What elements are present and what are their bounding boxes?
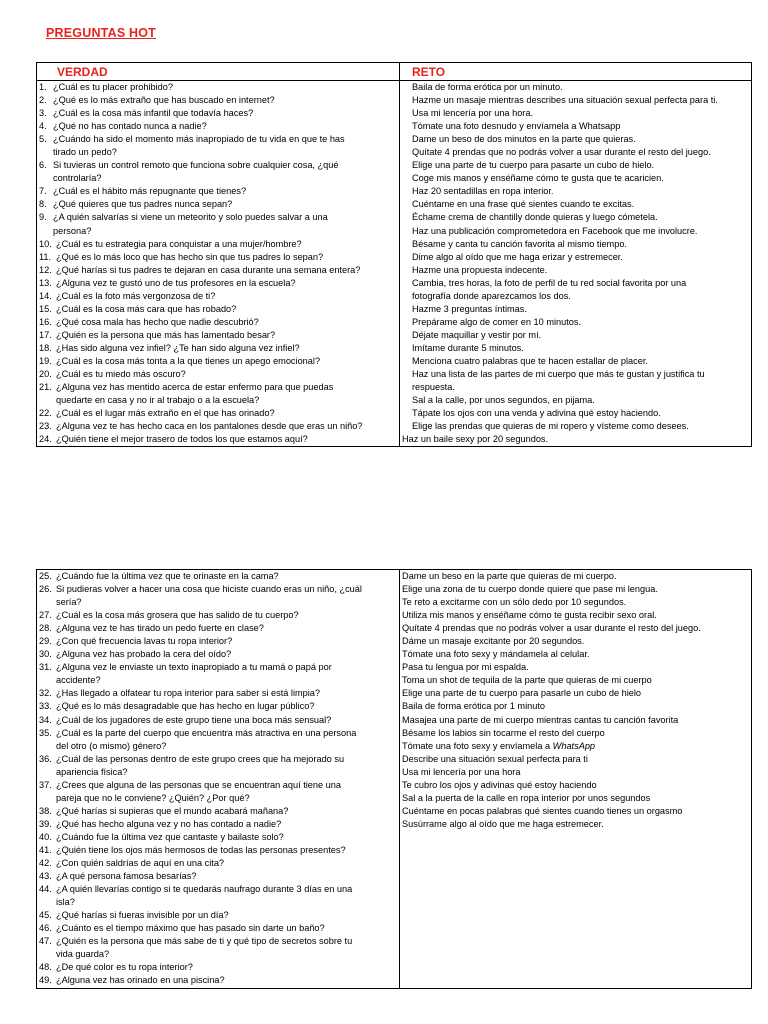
verdad-question: ¿Alguna vez has orinado en una piscina? — [56, 975, 225, 986]
verdad-item — [37, 974, 399, 987]
verdad-item — [37, 622, 399, 635]
verdad-item — [37, 290, 399, 303]
item-number: 26. — [39, 584, 52, 595]
item-number: 20. — [39, 369, 52, 380]
verdad-question: ¿Cuál de los jugadores de este grupo tiene una boca más sensual? — [56, 714, 332, 725]
item-number: 44. — [39, 884, 52, 895]
item-number: 6. — [39, 160, 47, 171]
verdad-question: Si pudieras volver a hacer una cosa que hiciste cuando eras un niño, ¿cuál sería? — [56, 584, 362, 608]
reto-item: Baila de forma erótica por 1 minuto — [402, 701, 545, 712]
item-number: 23. — [39, 421, 52, 432]
verdad-item — [37, 805, 399, 818]
reto-item: Dáme un masaje excitante por 20 segundos. — [402, 636, 585, 647]
verdad-question: ¿Qué harías si supieras que el mundo acabará mañana? — [56, 805, 289, 816]
verdad-question: ¿Cuál es tu placer prohibido? — [53, 82, 174, 92]
verdad-column — [37, 81, 400, 447]
item-number: 13. — [39, 277, 52, 288]
verdad-question: ¿Quién tiene los ojos más hermosos de todas las personas presentes? — [56, 844, 346, 855]
item-number: 49. — [39, 975, 52, 986]
verdad-item — [37, 316, 399, 329]
verdad-item — [37, 329, 399, 342]
reto-item: Tómate una foto desnudo y envíamela a Whatsapp — [412, 121, 621, 132]
verdad-question: ¿Qué es lo más desagradable que has hecho en lugar público? — [56, 701, 315, 712]
verdad-question: ¿Alguna vez te has tirado un pedo fuerte en clase? — [56, 623, 264, 634]
reto-item: Baila de forma erótica por un minuto. — [412, 82, 563, 92]
verdad-item — [37, 844, 399, 857]
verdad-question: ¿Alguna vez le enviaste un texto inapropiado a tu mamá o papá por accidente? — [56, 662, 332, 686]
verdad-item — [37, 883, 399, 909]
verdad-question: ¿Cuál es tu estrategia para conquistar a una mujer/hombre? — [56, 238, 302, 249]
verdad-item — [37, 779, 399, 805]
page-title: PREGUNTAS HOT — [46, 26, 157, 40]
verdad-item — [37, 727, 399, 753]
verdad-item — [37, 661, 399, 687]
reto-item: Échame crema de chantilly donde quieras y luego cómetela. — [412, 212, 658, 223]
verdad-item — [37, 81, 399, 94]
reto-column — [400, 81, 752, 447]
verdad-question: ¿Cuál es la cosa más cara que has robado? — [56, 303, 237, 314]
verdad-question: ¿Qué cosa mala has hecho que nadie descubrió? — [56, 316, 259, 327]
verdad-item — [37, 909, 399, 922]
verdad-question: ¿Cuál es la foto más vergonzosa de ti? — [56, 290, 216, 301]
verdad-question: ¿Quién es la persona que más has lamentado besar? — [56, 329, 276, 340]
reto-item: Imítame durante 5 minutos. — [412, 342, 524, 353]
reto-item: Sal a la puerta de la calle en ropa interior por unos segundos — [402, 792, 651, 803]
item-number: 27. — [39, 610, 52, 621]
item-number: 25. — [39, 571, 52, 581]
verdad-item — [37, 368, 399, 381]
verdad-item — [37, 961, 399, 974]
truth-dare-table-1 — [36, 62, 752, 447]
verdad-item — [37, 407, 399, 420]
whatsapp-word: WhatsApp — [552, 740, 596, 751]
verdad-item — [37, 857, 399, 870]
reto-header: RETO — [400, 63, 752, 81]
verdad-header: VERDAD — [37, 63, 400, 81]
verdad-item — [37, 922, 399, 935]
verdad-question: ¿Cuál es tu miedo más oscuro? — [56, 369, 186, 380]
verdad-question: ¿Qué has hecho alguna vez y no has contado a nadie? — [56, 818, 282, 829]
reto-item: Te reto a excitarme con un sólo dedo por 10 segundos. — [402, 597, 627, 608]
item-number: 7. — [39, 186, 47, 197]
verdad-item — [37, 935, 399, 961]
item-number: 15. — [39, 303, 52, 314]
verdad-question: ¿Cuál es la cosa más grosera que has salido de tu cuerpo? — [56, 610, 299, 621]
item-number: 21. — [39, 382, 52, 393]
verdad-question: ¿Cuál de las personas dentro de este grupo crees que ha mejorado su apariencia física? — [56, 753, 345, 777]
verdad-question: ¿Qué es lo más loco que has hecho sin que tus padres lo sepan? — [56, 251, 324, 262]
verdad-question: ¿Cuál es el lugar más extraño en el que has orinado? — [56, 408, 275, 419]
reto-item: Quítate 4 prendas que no podrás volver a usar durante el resto del juego. — [412, 147, 711, 158]
reto-item: Tómate una foto sexy y mándamela al celular. — [402, 649, 590, 660]
verdad-question: ¿Quién tiene el mejor trasero de todos los que estamos aquí? — [56, 434, 308, 445]
verdad-item — [37, 420, 399, 433]
verdad-question: ¿Cuándo fue la última vez que te orinaste en la cama? — [56, 571, 279, 581]
verdad-item — [37, 831, 399, 844]
item-number: 29. — [39, 636, 52, 647]
item-number: 43. — [39, 871, 52, 882]
reto-item: Haz 20 sentadillas en ropa interior. — [412, 186, 554, 197]
reto-item: Sal a la calle, por unos segundos, en pijama. — [412, 395, 595, 406]
reto-item: Dime algo al oído que me haga erizar y estremecer. — [412, 251, 623, 262]
item-number: 22. — [39, 408, 52, 419]
verdad-item — [37, 583, 399, 609]
item-number: 1. — [39, 82, 47, 92]
reto-item: Dame un beso en la parte que quieras de mi cuerpo. — [402, 571, 617, 581]
verdad-item — [37, 870, 399, 883]
verdad-question: ¿Cuándo fue la última vez que cantaste y bailaste solo? — [56, 831, 284, 842]
verdad-item — [37, 433, 399, 446]
reto-item: Haz un baile sexy por 20 segundos. — [402, 434, 549, 445]
verdad-item — [37, 355, 399, 368]
verdad-question: ¿Alguna vez has mentido acerca de estar enfermo para que puedas quedarte en casa y no ir al trabajo o a la escuela? — [56, 382, 334, 406]
reto-item: Cuéntame en pocas palabras qué sientes cuando tienes un orgasmo — [402, 805, 683, 816]
reto-item: Hazme 3 preguntas íntimas. — [412, 303, 527, 314]
verdad-item — [37, 700, 399, 713]
reto-item: Quítate 4 prendas que no podrás volver a usar durante el resto del juego. — [402, 623, 701, 634]
item-number: 24. — [39, 434, 52, 445]
verdad-item — [37, 264, 399, 277]
verdad-item — [37, 159, 399, 185]
item-number: 18. — [39, 342, 52, 353]
reto-item: Utiliza mis manos y enséñame cómo te gusta recibir sexo oral. — [402, 610, 657, 621]
item-number: 36. — [39, 753, 52, 764]
verdad-item — [37, 818, 399, 831]
verdad-item — [37, 609, 399, 622]
item-number: 39. — [39, 818, 52, 829]
verdad-question: ¿Cuál es la parte del cuerpo que encuentra más atractiva en una persona del otro (o mismo) género? — [56, 727, 357, 751]
verdad-question: ¿Qué no has contado nunca a nadie? — [53, 121, 207, 132]
reto-item: Hazme un masaje mientras describes una situación sexual perfecta para ti. — [412, 95, 718, 106]
reto-item: Cambia, tres horas, la foto de perfil de tu red social favorita por una fotografía donde aparezcamos los dos. — [412, 277, 687, 301]
item-number: 19. — [39, 355, 52, 366]
verdad-item — [37, 107, 399, 120]
reto-item: Coge mis manos y enséñame cómo te gusta que te acaricien. — [412, 173, 664, 184]
reto-item: Elige las prendas que quieras de mi ropero y vísteme como desees. — [412, 421, 689, 432]
verdad-item — [37, 277, 399, 290]
verdad-question: ¿Qué harías si fueras invisible por un día? — [56, 910, 229, 921]
verdad-question: ¿Has sido alguna vez infiel? ¿Te han sido alguna vez infiel? — [56, 342, 300, 353]
reto-item: Déjate maquillar y vestir por mí. — [412, 329, 542, 340]
verdad-question: ¿Con qué frecuencia lavas tu ropa interior? — [56, 636, 233, 647]
verdad-item — [37, 303, 399, 316]
reto-item: Haz una lista de las partes de mi cuerpo que más te gustan y justifica tu respuesta. — [412, 369, 705, 393]
verdad-item — [37, 381, 399, 407]
verdad-item — [37, 185, 399, 198]
reto-item: Hazme una propuesta indecente. — [412, 264, 548, 275]
verdad-item — [37, 198, 399, 211]
verdad-question: ¿Has llegado a olfatear tu ropa interior para saber si está limpia? — [56, 688, 321, 699]
verdad-question: ¿Alguna vez te has hecho caca en los pantalones desde que eras un niño? — [56, 421, 363, 432]
item-number: 48. — [39, 962, 52, 973]
verdad-item — [37, 251, 399, 264]
verdad-item — [37, 714, 399, 727]
verdad-item — [37, 687, 399, 700]
reto-column — [400, 570, 752, 989]
verdad-question: ¿Cuándo ha sido el momento más inapropiado de tu vida en que te has tirado un pedo? — [53, 134, 345, 158]
reto-item: Bésame y canta tu canción favorita al mismo tiempo. — [412, 238, 627, 249]
reto-item: Dame un beso de dos minutos en la parte que quieras. — [412, 134, 636, 145]
item-number: 11. — [39, 251, 52, 262]
reto-item: Elige una parte de tu cuerpo para pasarte un cubo de hielo. — [412, 160, 655, 171]
verdad-question: ¿Qué es lo más extraño que has buscado en internet? — [53, 95, 275, 106]
item-number: 33. — [39, 701, 52, 712]
verdad-question: ¿De qué color es tu ropa interior? — [56, 962, 193, 973]
item-number: 47. — [39, 936, 52, 947]
verdad-question: ¿Alguna vez has probado la cera del oído? — [56, 649, 232, 660]
item-number: 45. — [39, 910, 52, 921]
reto-item: Haz una publicación comprometedora en Facebook que me involucre. — [412, 225, 698, 236]
item-number: 4. — [39, 121, 47, 132]
reto-item: Elige una parte de tu cuerpo para pasarle un cubo de hielo — [402, 688, 642, 699]
item-number: 40. — [39, 831, 52, 842]
reto-item: Susúrrame algo al oído que me haga estremecer. — [402, 818, 604, 829]
reto-item: Te cubro los ojos y adivinas qué estoy haciendo — [402, 779, 597, 790]
reto-item: Describe una situación sexual perfecta para ti — [402, 753, 588, 764]
item-number: 42. — [39, 858, 52, 869]
verdad-item — [37, 570, 399, 583]
item-number: 31. — [39, 662, 52, 673]
reto-item: Tómate una foto sexy y envíamela a WhatsApp — [402, 740, 596, 751]
reto-item: Prepárame algo de comer en 10 minutos. — [412, 316, 582, 327]
verdad-question: Si tuvieras un control remoto que funciona sobre cualquier cosa, ¿qué controlaría? — [53, 160, 339, 184]
verdad-question: ¿Quién es la persona que más sabe de ti y qué tipo de secretos sobre tu vida guarda? — [56, 936, 353, 960]
truth-dare-table-2 — [36, 569, 752, 989]
verdad-item — [37, 342, 399, 355]
item-number: 28. — [39, 623, 52, 634]
item-number: 46. — [39, 923, 52, 934]
reto-item: Tápate los ojos con una venda y adivina qué estoy haciendo. — [412, 408, 661, 419]
item-number: 30. — [39, 649, 52, 660]
item-number: 5. — [39, 134, 47, 145]
item-number: 9. — [39, 212, 47, 223]
item-number: 16. — [39, 316, 52, 327]
reto-item: Pasa tu lengua por mi espalda. — [402, 662, 529, 673]
verdad-item — [37, 648, 399, 661]
item-number: 37. — [39, 779, 52, 790]
item-number: 12. — [39, 264, 52, 275]
reto-item: Masajea una parte de mi cuerpo mientras cantas tu canción favorita — [402, 714, 679, 725]
reto-item: Bésame los labios sin tocarme el resto del cuerpo — [402, 727, 605, 738]
verdad-item — [37, 238, 399, 251]
item-number: 3. — [39, 108, 47, 119]
item-number: 2. — [39, 95, 47, 106]
verdad-item — [37, 120, 399, 133]
item-number: 14. — [39, 290, 52, 301]
verdad-question: ¿Cuál es el hábito más repugnante que tienes? — [53, 186, 247, 197]
item-number: 41. — [39, 844, 52, 855]
verdad-item — [37, 94, 399, 107]
verdad-question: ¿A qué persona famosa besarías? — [56, 871, 197, 882]
verdad-question: ¿Con quién saldrías de aquí en una cita? — [56, 858, 225, 869]
verdad-question: ¿Qué harías si tus padres te dejaran en casa durante una semana entera? — [56, 264, 361, 275]
verdad-question: ¿A quién salvarías si viene un meteorito y solo puedes salvar a una persona? — [53, 212, 328, 236]
verdad-item — [37, 753, 399, 779]
verdad-item — [37, 635, 399, 648]
verdad-question: ¿Qué quieres que tus padres nunca sepan? — [53, 199, 233, 210]
verdad-item — [37, 133, 399, 159]
reto-item: Menciona cuatro palabras que te hacen estallar de placer. — [412, 355, 648, 366]
verdad-question: ¿Alguna vez te gustó uno de tus profesores en la escuela? — [56, 277, 296, 288]
verdad-question: ¿A quién llevarías contigo si te quedarás naufrago durante 3 días en una isla? — [56, 884, 353, 908]
reto-item: Elige una zona de tu cuerpo donde quiere que pase mi lengua. — [402, 584, 658, 595]
verdad-column — [37, 570, 400, 989]
reto-item: Usa mi lencería por una hora — [402, 766, 521, 777]
reto-item: Cuéntame en una frase qué sientes cuando te excitas. — [412, 199, 635, 210]
item-number: 17. — [39, 329, 52, 340]
verdad-question: ¿Cuánto es el tiempo máximo que has pasado sin darte un baño? — [56, 923, 325, 934]
item-number: 38. — [39, 805, 52, 816]
item-number: 8. — [39, 199, 47, 210]
reto-item: Usa mi lencería por una hora. — [412, 108, 534, 119]
item-number: 10. — [39, 238, 52, 249]
item-number: 34. — [39, 714, 52, 725]
verdad-question: ¿Cuál es la cosa más infantil que todavía haces? — [53, 108, 254, 119]
item-number: 35. — [39, 727, 52, 738]
verdad-question: ¿Cuál es la cosa más tonta a la que tienes un apego emocional? — [56, 355, 321, 366]
verdad-item — [37, 211, 399, 237]
item-number: 32. — [39, 688, 52, 699]
verdad-question: ¿Crees que alguna de las personas que se encuentran aquí tiene una pareja que no le conviene? ¿Quién? ¿Por qué? — [56, 779, 342, 803]
reto-item: Toma un shot de tequila de la parte que quieras de mi cuerpo — [402, 675, 652, 686]
